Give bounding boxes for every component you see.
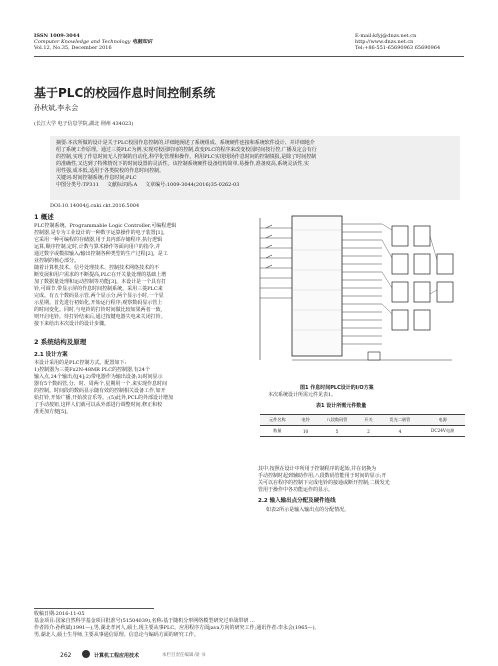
table-cell: 数量 — [260, 426, 295, 437]
table-cell: DC24V电源 — [420, 426, 465, 437]
page-number: 262 — [60, 652, 72, 659]
table-cell: 10 — [295, 426, 317, 437]
article-number: 文章编号:1009-3044(2016)35-0262-03 — [145, 182, 240, 188]
table-intro: 本次系统设计所需元件见表1。 — [268, 392, 337, 398]
body-line: 关可以在程序的控制下完成电铃的接通或断开控制;二极发光 — [258, 480, 390, 486]
authors: 孙秋斌,李永会 — [34, 104, 79, 112]
table-header-cell: 八段数码管 — [317, 415, 358, 426]
abstract-line: 绍了系统工作原理。通过三菱PLC为例,实现对校园时间的控制,改变PLC的程序来改变校园时间按行控,广播及定会有行 — [56, 147, 317, 153]
body-line: 通过数字或模拟输入/输出控制各种类型的生产过程[2]。是工 — [34, 251, 168, 257]
classification-line — [56, 182, 454, 189]
table-cell: 4 — [379, 426, 420, 437]
body-line: 始打铃,开始广播,开始放音乐等。;(5)此外,PCL的外部设计增加 — [34, 395, 174, 401]
section-1-heading: 1 概述 — [34, 213, 54, 221]
table-cell: 2 — [358, 426, 380, 437]
table-row — [260, 426, 465, 437]
body-line: 本设计采用的是PLC控制方式。配置如下: — [34, 360, 127, 366]
journal-logo-icon — [82, 650, 90, 658]
body-line: 控制器,是专为工业设计的一种数字运算操作的电子装置[1]。 — [34, 230, 168, 236]
affiliation: (长江大学 电子信息学院,湖北 荆州 434023) — [34, 121, 134, 127]
journal-name-cn: 电脑知识 — [132, 39, 153, 45]
body-line: 准更加方便[5]。 — [34, 409, 72, 415]
figure-1-caption: 图1 作息时间PLC设计的I/O方案 — [300, 385, 374, 391]
section-2-body — [34, 360, 239, 416]
journal-header-left — [34, 33, 152, 51]
body-line: PLC控制系统、Programmable Logic Controller,可编程逻辑 — [34, 223, 177, 229]
body-line: 手动控制时起到辅助作用;八段数码管能用于时间的显示;开 — [258, 473, 387, 479]
body-line: 随着计算机技术、信号处理技术、控制技术网络技术的不 — [34, 265, 160, 271]
section-1-body — [34, 223, 239, 328]
abstract-line: 的准确性,又达到了特殊情况下的时间设置的灵活性。该控制系统硬件设备结构简单,易操作,准备度高,系统灵活性,实 — [56, 161, 309, 167]
abstract-box — [50, 136, 460, 200]
right-column-body — [258, 466, 464, 494]
document-code: 文献标识码:A — [106, 182, 138, 188]
body-line: 则开启电铃。待打铃结束后,通过按键电器失电来关闭打铃。 — [34, 314, 166, 320]
footer-editor: 本栏目责任编辑:梁 书 — [162, 653, 206, 658]
table-header-cell: 发光二极管 — [379, 415, 420, 426]
footnote-rule — [34, 608, 154, 609]
journal-tel: Tel:+86-551-65690963 65690964 — [355, 45, 441, 51]
body-line: 1)控制器为三菱Fx2N-48MR PLC的控制器,有24个 — [34, 367, 150, 373]
body-line: 了手动按钮,这样人们就可以从外部进行调整时间,修正和校 — [34, 402, 163, 408]
body-line: 断发展和用户需求的不断提高,PLC在开关量处理的基础上增 — [34, 272, 167, 278]
body-line: 接下来给出本次设计的设计步骤。 — [34, 321, 110, 327]
footnote-block — [34, 611, 464, 639]
subsection-2-2: 2.2 输入输出点分配及硬件连线 — [258, 498, 336, 504]
body-line: 示星期。首先进行初始化,开始运行程序;观察数码显示管上 — [34, 300, 163, 306]
body-line: 业控制的核心部分。 — [34, 258, 80, 264]
body-line: 加了数据量处理和运动控制等功能[3]。本设计是一个具有打 — [34, 279, 167, 285]
author-bio: 作者简介:孙秋斌(1991—),男,湖北孝河人,硕士,现主要从事PLC、应用程序方面java方向的研究工作;通讯作者:李永会(1965—), — [34, 625, 317, 631]
abstract-line: 用性强,成本低,适用于各类院校的作息时间控制。 — [56, 168, 165, 174]
paper-title: 基于PLC的校园作息时间控制系统 — [34, 86, 216, 100]
clc-number: 中图分类号:TP311 — [56, 182, 99, 188]
body-line: 运算,顺序控制,定时,计数与算术操作等面向用户的指令,并 — [34, 244, 161, 250]
body-line: 其中,按照在设计中所用于控制程序的起始,并在切换为 — [258, 466, 377, 472]
keywords: 关键词:时间控制系统;作息时间;PLC — [56, 175, 137, 181]
table-header-cell: 电铃 — [295, 415, 317, 426]
abstract-line: 摘要:本次所做的设计是关于PLC校园作息控制的,详细地阐述了系统组成、系统硬件连接和系统软件设计、并详细地介 — [56, 140, 315, 146]
table-header-cell: 元件名称 — [260, 415, 295, 426]
doi: DOI:10.14004/j.cnki.ckt.2016.5004 — [50, 203, 140, 209]
table-header-cell: 电源 — [420, 415, 465, 426]
body-line: 完成。有五个数码显示管,两个显示分,两个显示小时,一个显 — [34, 293, 164, 299]
plc-io-schematic-figure — [252, 210, 464, 382]
volume-info: Vol.12, No.35, December 2016 — [34, 45, 112, 51]
body-line: 管用于操作中各功能运作的显示。 — [258, 487, 334, 493]
body-line: 的控制。时间段的数码显示随有效的控制相关设备工作,如开 — [34, 388, 166, 394]
subsection-2-1: 2.1 设计方案 — [34, 352, 68, 358]
journal-header-right — [355, 33, 440, 51]
journal-email: E-mail:kfyj@dnzs.net.cn — [355, 33, 417, 39]
issn: ISSN 1009-3044 — [34, 33, 80, 39]
body-line: 输入点,24个输出点[4];2)带电器作为输出设备;3)时间显示 — [34, 374, 163, 380]
subsection-2-2-text: 如表2所示是输入输出点的分配情况。 — [266, 507, 350, 513]
body-line: 铃,可调节,带显示屏的作息时间控制系统。采用三菱PLC来 — [34, 286, 163, 292]
author-bio-cont: 男,湖北人,硕士生导师,主要从事通信原理、信息论与编码方面的研究工作。 — [34, 632, 199, 638]
journal-url: http://www.dnzs.net.cn — [355, 39, 414, 45]
table-header-cell: 开关 — [358, 415, 380, 426]
component-table — [260, 414, 465, 437]
table-cell: 5 — [317, 426, 358, 437]
body-line: 器有5个数码管,分、时、周两个,星期用一个,来实现作息时间 — [34, 381, 167, 387]
journal-name-en: Computer Knowledge and Technology — [34, 39, 131, 45]
abstract-line: 的控制,实现了作息时间无人控制的自动化,科学化管理和操作。利用PLC实现现场作息时间的控制填报,是除了时间控制 — [56, 154, 317, 160]
body-line: 的时间变化。同时,与电铃的打铃时间做比较如果两者一致, — [34, 307, 163, 313]
received-date: 收稿日期:2016-11-05 — [34, 611, 85, 617]
section-2-heading: 2 系统结构及原理 — [34, 338, 87, 346]
table-1-caption: 表1 设计所需元件数量 — [316, 403, 367, 409]
fund-info: 基金项目:国家自然科学基金项目批准号(51504039),名称:基于随机分形网络模型研究过单战带研 ... — [34, 618, 255, 624]
footer-journal: 计算机工程应用技术 — [94, 653, 140, 659]
header-rule — [34, 56, 464, 57]
body-line: 它采用一种可编程的存储器,用于其内部存储程序,执行逻辑 — [34, 237, 163, 243]
table-header-row — [260, 415, 465, 426]
